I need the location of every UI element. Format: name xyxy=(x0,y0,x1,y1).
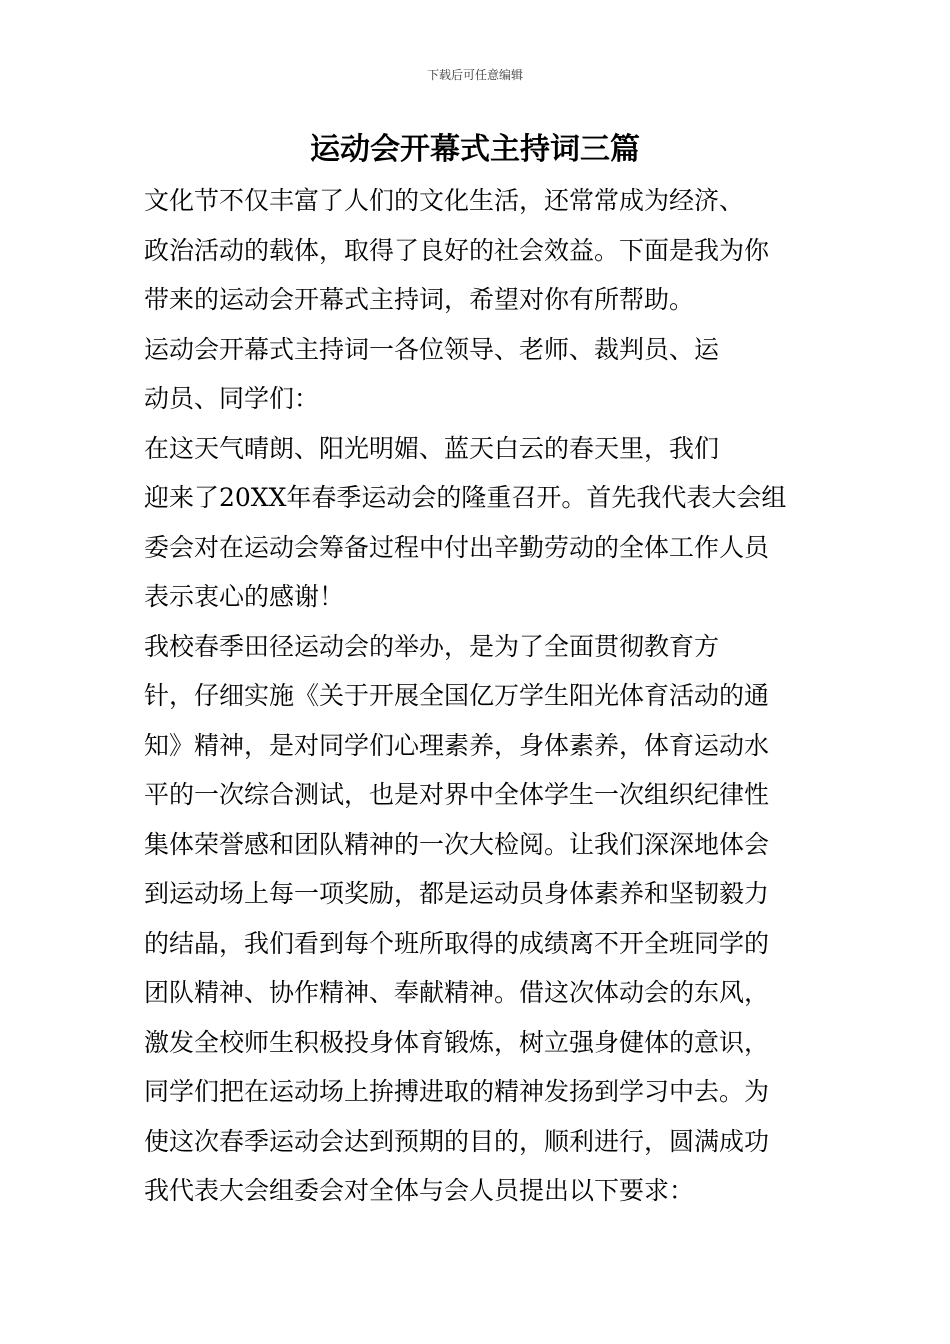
paragraph-line: 同学们把在运动场上拚搏进取的精神发扬到学习中去。为 xyxy=(144,1077,770,1106)
paragraph-line: 到运动场上每一项奖励，都是运动员身体素养和坚韧毅力 xyxy=(144,879,770,908)
document-body xyxy=(144,176,824,1216)
paragraph-line: 委会对在运动会筹备过程中付出辛勤劳动的全体工作人员 xyxy=(144,532,770,562)
paragraph-line: 迎来了20XX年春季运动会的隆重召开。首先我代表大会组 xyxy=(144,483,787,512)
paragraph-line: 针，仔细实施《关于开展全国亿万学生阳光体育活动的通 xyxy=(144,681,770,710)
paragraph-line: 集体荣誉感和团队精神的一次大检阅。让我们深深地体会 xyxy=(144,829,770,859)
paragraph-line: 我校春季田径运动会的举办，是为了全面贯彻教育方 xyxy=(144,631,720,661)
paragraph-line: 政治活动的载体，取得了良好的社会效益。下面是我为你 xyxy=(144,235,770,265)
paragraph-line: 的结晶，我们看到每个班所取得的成绩离不开全班同学的 xyxy=(144,928,770,958)
paragraph-line: 使这次春季运动会达到预期的目的，顺利进行，圆满成功 xyxy=(144,1126,770,1156)
paragraph-line: 在这天气晴朗、阳光明媚、蓝天白云的春天里，我们 xyxy=(144,433,720,463)
paragraph-line: 平的一次综合测试，也是对界中全体学生一次组织纪律性 xyxy=(144,780,770,809)
paragraph-line: 动员、同学们： xyxy=(144,384,320,413)
paragraph-3 xyxy=(144,424,824,622)
paragraph-2 xyxy=(144,325,824,424)
paragraph-line: 激发全校师生积极投身体育锻炼，树立强身健体的意识， xyxy=(144,1027,770,1057)
paragraph-line: 团队精神、协作精神、奉献精神。借这次体动会的东风， xyxy=(144,978,770,1007)
paragraph-line: 文化节不仅丰富了人们的文化生活，还常常成为经济、 xyxy=(144,186,745,215)
paragraph-4 xyxy=(144,622,824,1216)
document-title: 运动会开幕式主持词三篇 xyxy=(310,132,640,167)
paragraph-line: 带来的运动会开幕式主持词，希望对你有所帮助。 xyxy=(144,285,695,314)
paragraph-line: 表示衷心的感谢！ xyxy=(144,582,345,611)
paragraph-line: 我代表大会组委会对全体与会人员提出以下要求： xyxy=(144,1176,695,1205)
paragraph-line: 知》精神，是对同学们心理素养，身体素养，体育运动水 xyxy=(144,730,770,760)
paragraph-1 xyxy=(144,176,824,325)
paragraph-line: 运动会开幕式主持词一各位领导、老师、裁判员、运 xyxy=(144,334,720,364)
header-note: 下载后可任意编辑 xyxy=(426,68,523,82)
